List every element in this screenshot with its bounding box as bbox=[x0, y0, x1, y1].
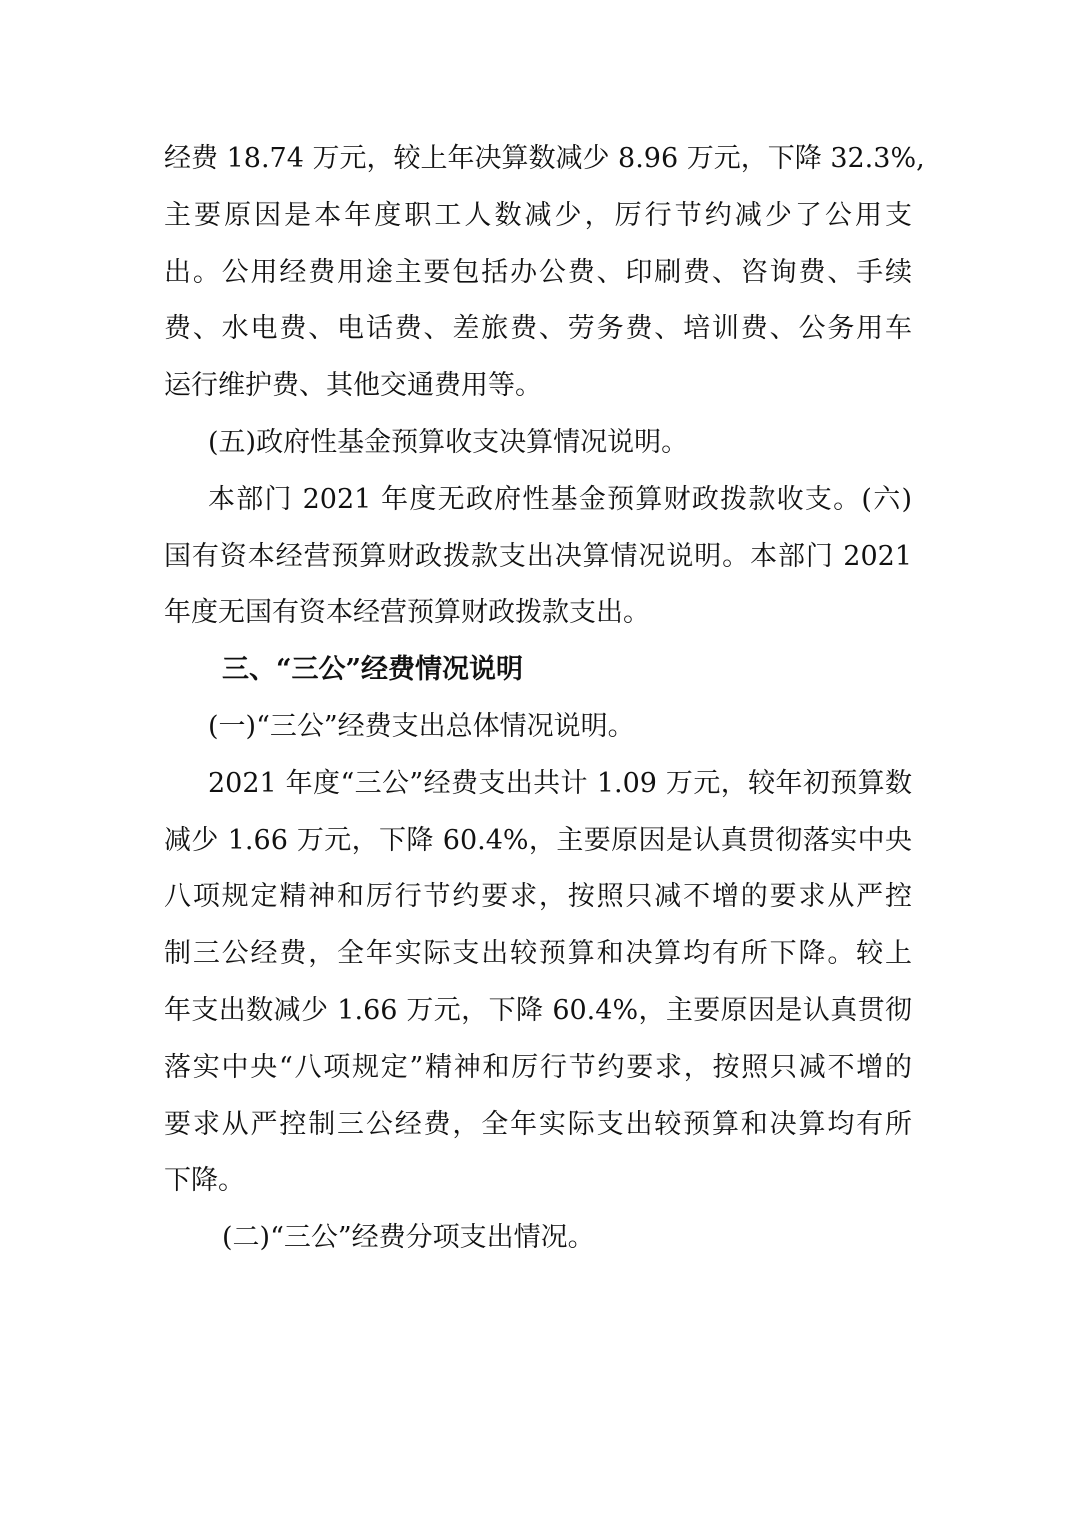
paragraph-line: 经费 18.74 万元，较上年决算数减少 8.96 万元，下降 32.3%, bbox=[164, 143, 925, 174]
paragraph-line: 年度无国有资本经营预算财政拨款支出。 bbox=[164, 597, 650, 629]
paragraph-line: 下降。 bbox=[164, 1165, 245, 1197]
paragraph-line: 费、水电费、电话费、差旅费、劳务费、培训费、公务用车 bbox=[164, 313, 912, 345]
section-heading: (一)“三公”经费支出总体情况说明。 bbox=[208, 710, 635, 742]
paragraph-line: 出。公用经费用途主要包括办公费、印刷费、咨询费、手续 bbox=[164, 256, 912, 288]
paragraph-line: 主要原因是本年度职工人数减少，厉行节约减少了公用支 bbox=[164, 199, 912, 231]
document-body bbox=[164, 131, 925, 1267]
paragraph-line: 减少 1.66 万元，下降 60.4%，主要原因是认真贯彻落实中央 bbox=[164, 824, 912, 856]
paragraph-line: 八项规定精神和厉行节约要求，按照只减不增的要求从严控 bbox=[164, 881, 912, 913]
paragraph-line: 制三公经费，全年实际支出较预算和决算均有所下降。较上 bbox=[164, 938, 912, 970]
paragraph-line: 2021 年度“三公”经费支出共计 1.09 万元，较年初预算数 bbox=[208, 767, 912, 799]
paragraph-line: 运行维护费、其他交通费用等。 bbox=[164, 370, 542, 402]
paragraph-line: 落实中央“八项规定”精神和厉行节约要求，按照只减不增的 bbox=[164, 1051, 912, 1083]
section-heading: (二)“三公”经费分项支出情况。 bbox=[222, 1222, 595, 1254]
section-heading: (五)政府性基金预算收支决算情况说明。 bbox=[208, 426, 689, 458]
paragraph-line: 本部门 2021 年度无政府性基金预算财政拨款收支。(六) bbox=[208, 483, 912, 515]
paragraph-line: 要求从严控制三公经费，全年实际支出较预算和决算均有所 bbox=[164, 1108, 912, 1140]
paragraph-line: 国有资本经营预算财政拨款支出决算情况说明。本部门 2021 bbox=[164, 540, 912, 572]
section-title: 三、“三公”经费情况说明 bbox=[222, 654, 524, 686]
paragraph-line: 年支出数减少 1.66 万元，下降 60.4%，主要原因是认真贯彻 bbox=[164, 994, 912, 1026]
